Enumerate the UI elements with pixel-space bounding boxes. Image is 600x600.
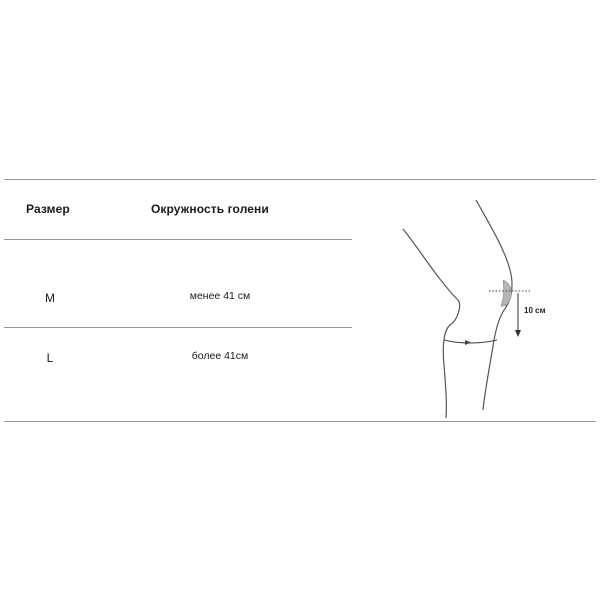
column-header-girth: Окружность голени — [151, 202, 269, 216]
size-cell-m: M — [45, 291, 55, 305]
table-top-border — [4, 179, 596, 180]
calf-girth-arrow-head — [465, 340, 471, 345]
size-cell-l: L — [46, 351, 54, 365]
girth-cell-m: менее 41 см — [189, 290, 251, 302]
girth-cell-l: более 41см — [191, 350, 249, 362]
measure-distance-label: 10 см — [524, 306, 546, 315]
table-header-divider — [4, 239, 352, 240]
leg-back-outline — [403, 229, 460, 418]
column-header-size: Размер — [26, 202, 70, 216]
table-bottom-border — [4, 421, 596, 422]
table-row-divider — [4, 327, 352, 328]
measure-down-arrow-head — [515, 330, 521, 337]
kneecap-shape — [501, 280, 512, 306]
